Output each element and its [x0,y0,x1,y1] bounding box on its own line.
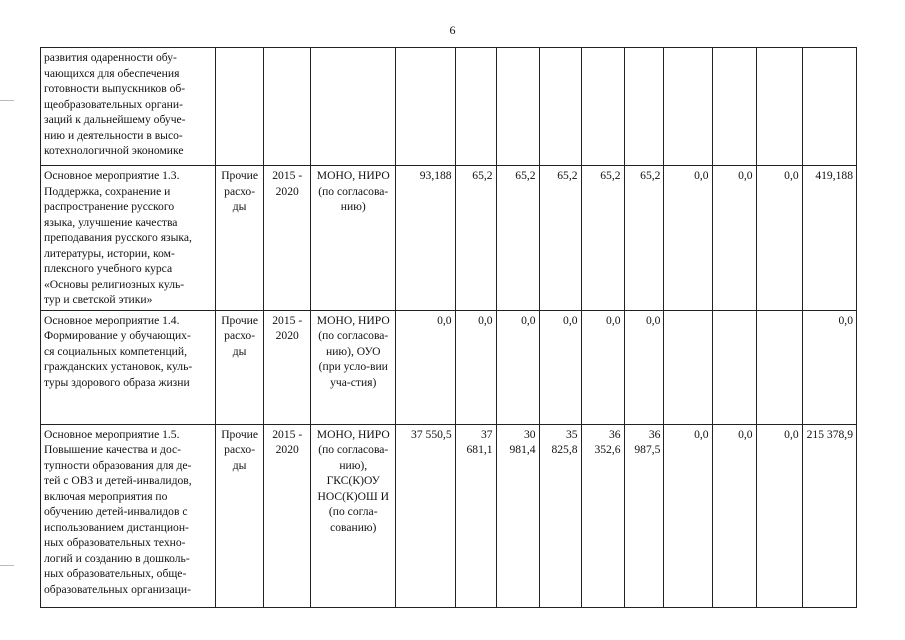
table-row [41,424,857,607]
expense-type-cell [216,48,264,166]
activity-description-cell [41,424,216,607]
executor-cell: МОНО, НИРО (по согласова-нию), ОУО (при усло-вии уча-стия) [311,310,396,424]
year-value-cell: 0,0 [712,166,756,311]
description-line: распространение русского [44,200,175,213]
description-line: использованием дистанцион- [44,520,189,534]
executor-cell: МОНО, НИРО (по согласова-нию) [311,166,396,311]
year-value-cell: 65,2 [496,166,539,311]
expense-type-cell: Прочие расхо-ды [216,424,264,607]
total-value-cell [802,48,856,166]
year-value-cell [712,48,756,166]
description-line: гражданских установок, куль- [44,360,193,373]
description-line: тур и светской этики» [44,293,153,306]
description-line: включая мероприятия по [44,489,168,503]
description-line: ных образовательных техно- [44,536,186,549]
activity-description-cell [41,48,216,166]
year-value-cell: 37 681,1 [455,424,496,607]
description-line: Формирование у обучающих- [44,329,191,342]
year-value-cell [581,48,624,166]
year-value-cell: 0,0 [664,424,712,607]
year-value-cell [712,310,756,424]
table-row [41,48,857,166]
activity-description-cell [41,310,216,424]
year-value-cell: 0,0 [396,310,455,424]
description-line: туры здорового образа жизни [44,375,190,389]
description-line: тупности образования для де- [44,458,192,472]
period-cell: 2015 - 2020 [264,166,311,311]
activity-description-cell [41,166,216,311]
year-value-cell [756,48,802,166]
description-line: Повышение качества и дос- [44,443,182,456]
description-line: логий и созданию в дошколь- [44,551,190,565]
year-value-cell [756,310,802,424]
page-number: 6 [449,23,456,37]
description-line: нию и деятельности в высо- [44,128,183,142]
executor-cell [311,48,396,166]
description-line: преподавания русского языка, [44,231,192,244]
year-value-cell: 0,0 [756,166,802,311]
description-line: образовательных организаци- [44,582,191,596]
description-line: Основное мероприятие 1.4. [44,313,180,327]
year-value-cell [396,48,455,166]
description-line: «Основы религиозных куль- [44,277,185,291]
year-value-cell: 0,0 [664,166,712,311]
year-value-cell: 35 825,8 [539,424,581,607]
description-line: ся социальных компетенций, [44,344,187,358]
period-cell: 2015 - 2020 [264,424,311,607]
year-value-cell: 36 352,6 [581,424,624,607]
year-value-cell [664,310,712,424]
executor-cell: МОНО, НИРО (по согласова-нию), ГКС(К)ОУ НОС(К)ОШ И (по согла-сованию) [311,424,396,607]
year-value-cell: 0,0 [624,310,664,424]
expense-type-cell: Прочие расхо-ды [216,310,264,424]
description-line: литературы, истории, ком- [44,246,175,260]
table-row [41,166,857,311]
period-cell [264,48,311,166]
year-value-cell [496,48,539,166]
year-value-cell: 36 987,5 [624,424,664,607]
year-value-cell: 93,188 [396,166,455,311]
description-line: развития одаренности обу- [44,51,177,64]
table-row [41,310,857,424]
description-line: Основное мероприятие 1.3. [44,169,180,182]
description-line: тей с ОВЗ и детей-инвалидов, [44,474,192,487]
description-line: щеобразовательных органи- [44,97,183,111]
total-value-cell: 0,0 [802,310,856,424]
year-value-cell: 37 550,5 [396,424,455,607]
period-cell: 2015 - 2020 [264,310,311,424]
year-value-cell: 0,0 [455,310,496,424]
description-line: готовности выпускников об- [44,82,186,95]
program-table [40,47,857,608]
description-line: заций к дальнейшему обуче- [44,113,186,126]
year-value-cell: 0,0 [712,424,756,607]
expense-type-cell: Прочие расхо-ды [216,166,264,311]
year-value-cell [539,48,581,166]
year-value-cell: 0,0 [539,310,581,424]
scan-mark [0,100,14,101]
year-value-cell [455,48,496,166]
description-line: ных образовательных, обще- [44,567,187,580]
description-line: котехнологичной экономике [44,144,184,157]
year-value-cell: 65,2 [455,166,496,311]
year-value-cell: 30 981,4 [496,424,539,607]
year-value-cell: 65,2 [624,166,664,311]
total-value-cell: 215 378,9 [802,424,856,607]
year-value-cell: 0,0 [496,310,539,424]
year-value-cell: 65,2 [581,166,624,311]
description-line: Основное мероприятие 1.5. [44,427,180,441]
year-value-cell [624,48,664,166]
year-value-cell: 0,0 [581,310,624,424]
description-line: языка, улучшение качества [44,215,178,229]
description-line: Поддержка, сохранение и [44,184,171,198]
year-value-cell: 65,2 [539,166,581,311]
description-line: чающихся для обеспечения [44,66,180,80]
scan-mark [0,565,14,566]
total-value-cell: 419,188 [802,166,856,311]
description-line: плексного учебного курса [44,262,173,275]
year-value-cell [664,48,712,166]
description-line: обучению детей-инвалидов с [44,505,188,518]
year-value-cell: 0,0 [756,424,802,607]
